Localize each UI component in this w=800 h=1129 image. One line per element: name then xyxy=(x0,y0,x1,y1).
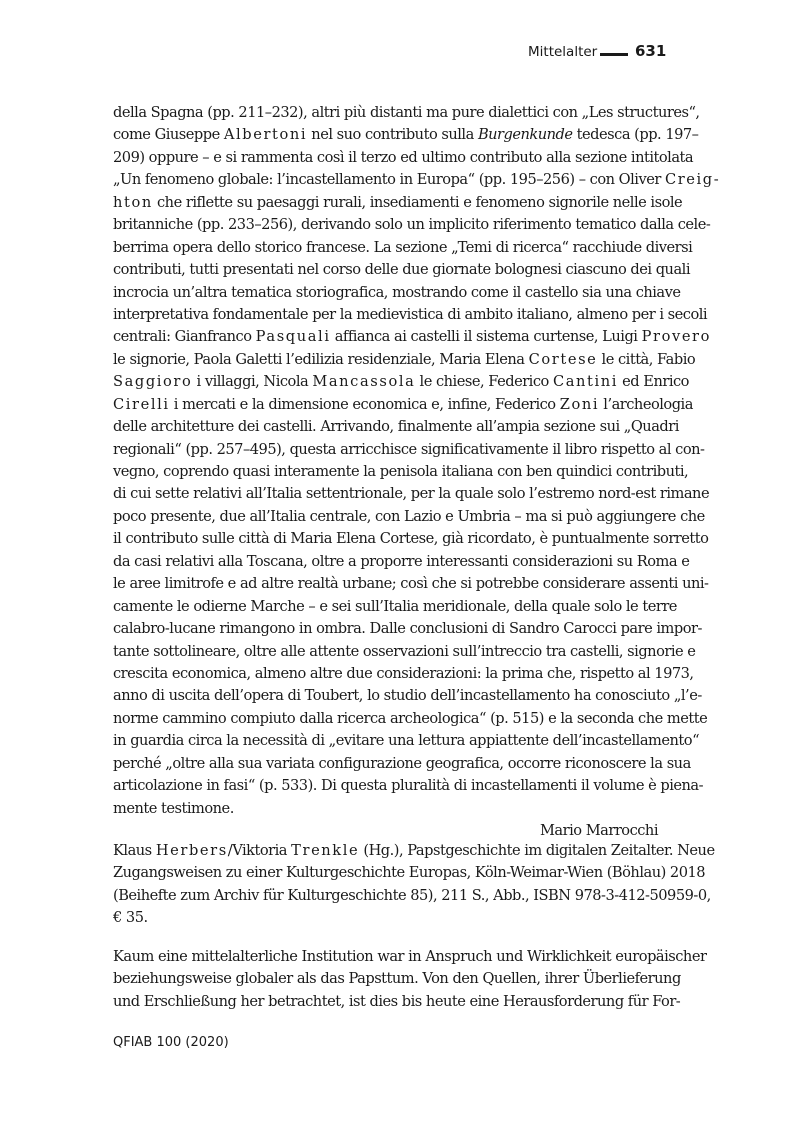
text-line xyxy=(113,596,677,618)
text-run: interpretativa fondamentale per la medievistica di ambito italiano, almeno per i secoli xyxy=(113,305,708,323)
text-run: affianca ai castelli il sistema curtense, Luigi xyxy=(330,328,642,346)
text-line xyxy=(113,439,705,461)
text-run: berrima opera dello storico francese. La sezione „Temi di ricerca“ racchiude diversi xyxy=(113,238,693,256)
text-run: regionali“ (pp. 257–495), questa arricchisce significativamente il libro rispetto al con- xyxy=(113,440,705,458)
text-run: le città, Fabio xyxy=(597,350,696,368)
text-line xyxy=(113,708,708,730)
text-run: i mercati e la dimensione economica e, infine, Federico xyxy=(169,395,560,413)
text-line xyxy=(113,663,694,685)
text-run: Kaum eine mittelalterliche Institution war in Anspruch und Wirklichkeit europäischer xyxy=(113,948,707,965)
text-run: che riflette su paesaggi rurali, insediamenti e fenomeno signorile nelle isole xyxy=(152,193,683,211)
running-header xyxy=(506,41,667,63)
text-run: norme cammino compiuto dalla ricerca archeologica“ (p. 515) e la seconda che mette xyxy=(113,709,708,727)
text-line xyxy=(113,214,711,236)
text-line xyxy=(113,259,690,281)
text-run: mente testimone. xyxy=(113,799,234,817)
text-line xyxy=(113,798,658,820)
text-run: camente le odierne Marche – e sei sull’Italia meridionale, della quale solo le terre xyxy=(113,597,677,615)
text-run: le aree limitrofe e ad altre realtà urbane; così che si potrebbe considerare assenti uni- xyxy=(113,575,709,593)
text-run: il contributo sulle città di Maria Elena Cortese, già ricordato, è puntualmente sorretto xyxy=(113,530,709,548)
text-line xyxy=(113,641,696,663)
citation-line xyxy=(113,907,658,929)
text-run: come Giuseppe xyxy=(113,126,224,144)
text-run: beziehungsweise globaler als das Papsttum. Von den Quellen, ihrer Überlieferung xyxy=(113,970,681,988)
text-line xyxy=(113,775,704,797)
text-run: calabro-lucane rimangono in ombra. Dalle conclusioni di Sandro Carocci pare impor- xyxy=(113,620,702,638)
text-run: Zugangsweisen zu einer Kulturgeschichte Europas, Köln-Weimar-Wien (Böhlau) 2018 xyxy=(113,864,706,882)
text-run: di cui sette relativi all’Italia settentrionale, per la quale solo l’estremo nord-est rimane xyxy=(113,485,710,503)
text-line xyxy=(113,483,710,505)
text-run: l’archeologia xyxy=(599,395,693,413)
author-name: Creig- xyxy=(664,171,721,189)
author-name: hton xyxy=(113,193,153,211)
citation-line xyxy=(113,862,706,884)
text-run: „Un fenomeno globale: l’incastellamento in Europa“ (pp. 195–256) – con Oliver xyxy=(113,171,665,189)
text-run: delle architetture dei castelli. Arrivando, finalmente all’ampia sezione sui „Quadri xyxy=(113,418,679,436)
text-line xyxy=(113,237,693,259)
header-rule xyxy=(600,53,628,56)
text-line xyxy=(113,506,705,528)
text-run: contributi, tutti presentati nel corso delle due giornate bolognesi ciascuno dei quali xyxy=(113,261,690,279)
text-line xyxy=(113,326,712,348)
citation-line xyxy=(113,840,715,862)
text-line xyxy=(113,551,690,573)
text-run: in guardia circa la necessità di „evitare una lettura appiattente dell’incastellamento“ xyxy=(113,732,700,750)
author-name: Pasquali xyxy=(255,328,331,346)
text-run: britanniche (pp. 233–256), derivando solo un implicito riferimento tematico dalla cele- xyxy=(113,216,711,234)
text-line xyxy=(113,685,702,707)
text-line xyxy=(113,528,709,550)
text-line xyxy=(113,461,689,483)
text-line xyxy=(113,192,683,214)
text-run: (Hg.), Papstgeschichte im digitalen Zeitalter. Neue xyxy=(359,842,715,859)
text-line xyxy=(113,282,681,304)
text-run: incrocia un’altra tematica storiografica, mostrando come il castello sia una chiave xyxy=(113,283,681,301)
text-run: 209) oppure – e si rammenta così il terzo ed ultimo contributo alla sezione intitolata xyxy=(113,148,694,166)
text-line xyxy=(113,394,693,416)
text-line xyxy=(113,416,679,438)
text-run: vegno, coprendo quasi interamente la penisola italiana con ben quindici contributi, xyxy=(113,463,689,480)
text-run: anno di uscita dell’opera di Toubert, lo studio dell’incastellamento ha conosciuto „l’e- xyxy=(113,687,702,705)
text-run: /Viktoria xyxy=(227,842,292,859)
text-line xyxy=(113,968,681,990)
text-run: della Spagna (pp. 211–232), altri più distanti ma pure dialettici con „Les structures“, xyxy=(113,104,700,121)
text-line xyxy=(113,573,709,595)
text-run: crescita economica, almeno altre due considerazioni: la prima che, rispetto al 1973, xyxy=(113,664,694,682)
author-name: Cortese xyxy=(528,350,598,368)
author-name: Herbers xyxy=(155,842,228,859)
text-run: ed Enrico xyxy=(618,373,689,391)
text-run: tedesca (pp. 197– xyxy=(572,126,699,144)
author-name: Trenkle xyxy=(291,842,360,859)
author-name: Provero xyxy=(641,328,712,346)
italic-term: Burgenkunde xyxy=(477,126,573,144)
text-line xyxy=(113,102,700,124)
text-run: € 35. xyxy=(113,909,148,927)
author-name: Zoni xyxy=(559,395,600,413)
author-name: Saggioro xyxy=(113,373,193,391)
text-line xyxy=(113,304,708,326)
text-line xyxy=(113,730,700,752)
text-line xyxy=(113,618,702,640)
text-run: Klaus xyxy=(113,842,156,859)
text-run: poco presente, due all’Italia centrale, con Lazio e Umbria – ma si può aggiungere che xyxy=(113,507,705,525)
text-line xyxy=(113,169,721,191)
book-citation xyxy=(113,840,715,930)
text-run: i villaggi, Nicola xyxy=(192,373,313,391)
text-run: le signorie, Paola Galetti l’edilizia residenziale, Maria Elena xyxy=(113,350,529,368)
text-run: articolazione in fasi“ (p. 533). Di questa pluralità di incastellamenti il volume è piena- xyxy=(113,777,704,795)
text-line xyxy=(113,371,689,393)
text-run: da casi relativi alla Toscana, oltre a proporre interessanti considerazioni su Roma e xyxy=(113,552,690,570)
text-run: Mario Marrocchi xyxy=(539,822,658,839)
citation-line xyxy=(113,885,711,907)
author-name: Mancassola xyxy=(312,373,416,391)
page-number: 631 xyxy=(635,42,667,60)
text-line xyxy=(113,147,694,169)
text-run: (Beihefte zum Archiv für Kulturgeschichte 85), 211 S., Abb., ISBN 978-3-412-50959-0, xyxy=(113,886,711,904)
author-name: Cirelli xyxy=(113,395,170,413)
review-text-italian xyxy=(113,102,721,842)
text-run: le chiese, Federico xyxy=(415,373,553,391)
text-run: und Erschließung her betrachtet, ist dies bis heute eine Herausforderung für For- xyxy=(113,992,681,1010)
text-run: centrali: Gianfranco xyxy=(113,328,256,346)
text-run: perché „oltre alla sua variata configurazione geografica, occorre riconoscere la sua xyxy=(113,754,691,772)
text-line xyxy=(113,753,691,775)
text-line xyxy=(113,946,707,968)
text-line xyxy=(113,349,696,371)
text-run: nel suo contributo sulla xyxy=(307,126,478,144)
review-text-german xyxy=(113,946,707,1013)
running-header-section: Mittelalter xyxy=(528,44,598,60)
author-name: Cantini xyxy=(552,373,619,391)
text-line xyxy=(113,124,699,146)
author-name: Albertoni xyxy=(223,126,308,144)
text-line xyxy=(113,991,681,1013)
journal-footer: QFIAB 100 (2020) xyxy=(113,1035,229,1050)
text-run: tante sottolineare, oltre alle attente osservazioni sull’intreccio tra castelli, signorie e xyxy=(113,642,696,660)
